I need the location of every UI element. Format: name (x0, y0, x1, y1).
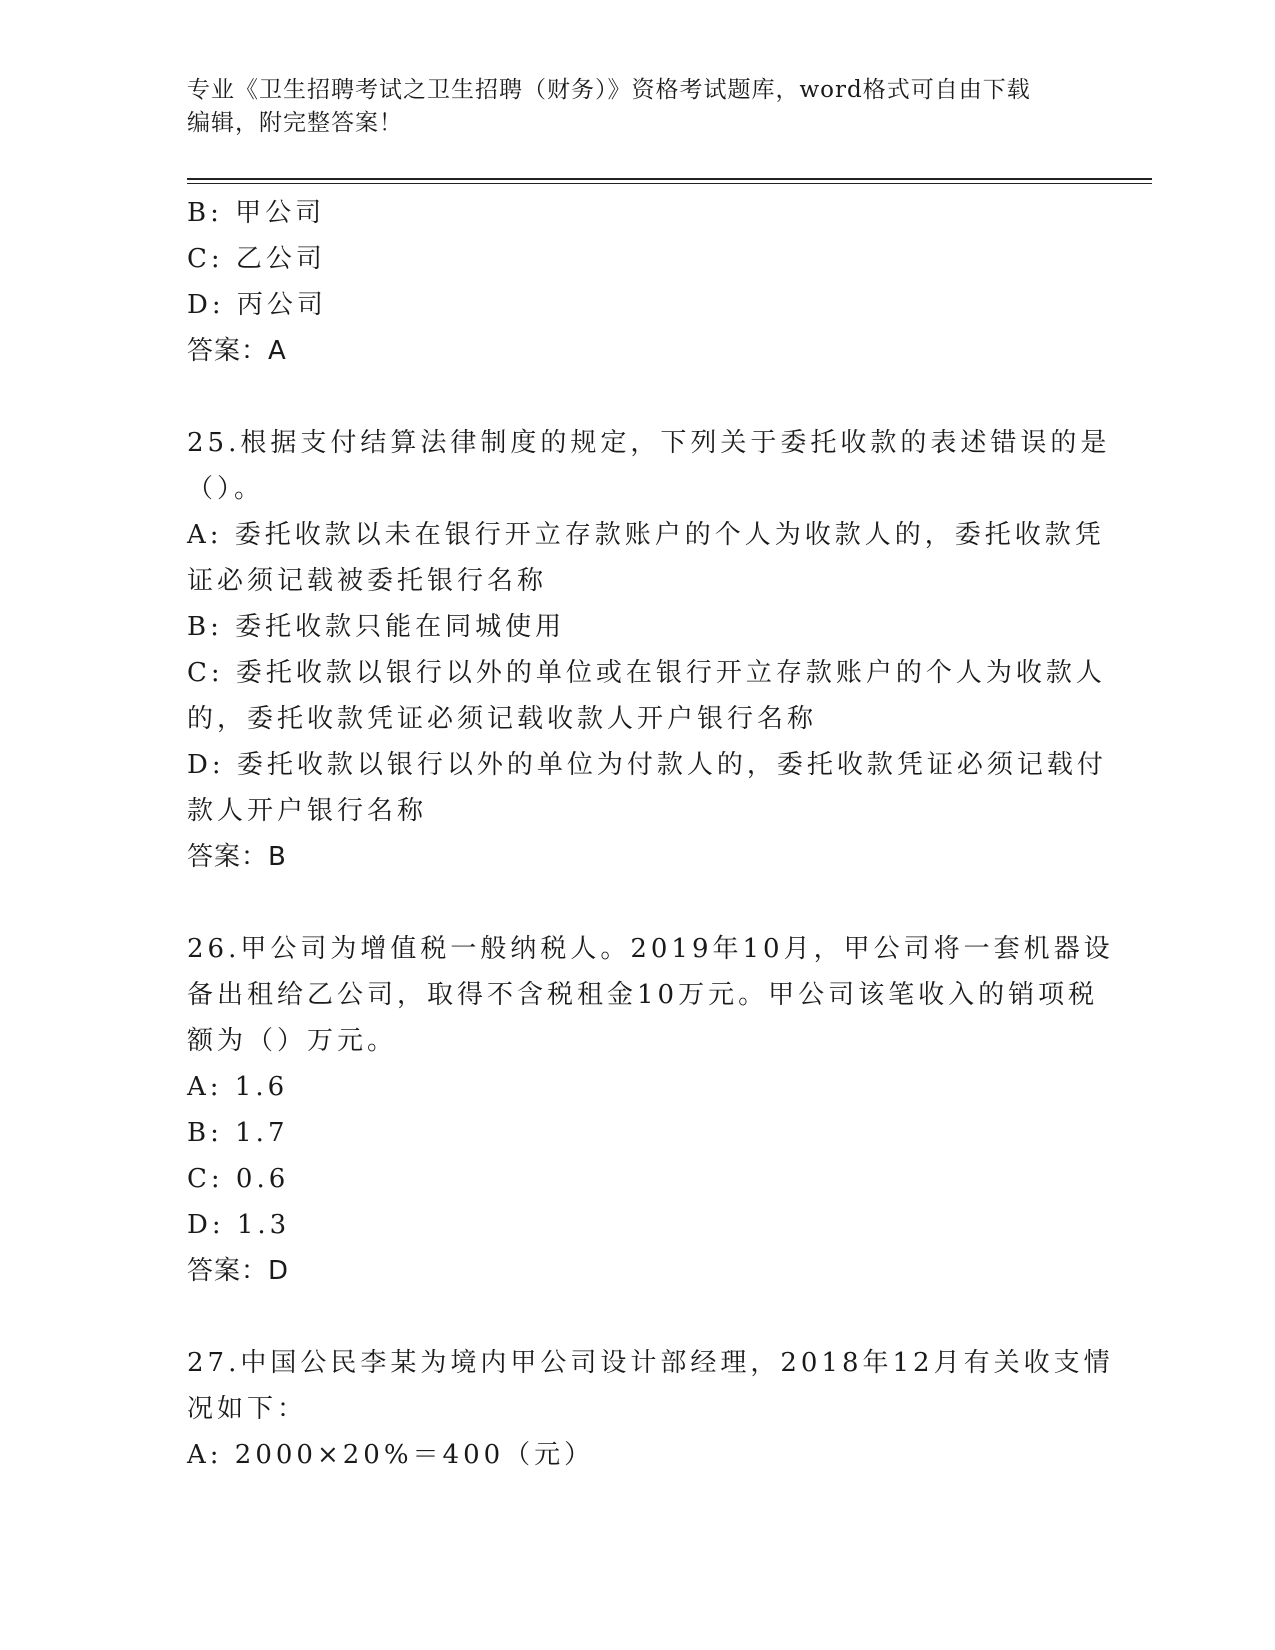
question-stem: 27.中国公民李某为境内甲公司设计部经理，2018年12月有关收支情 (187, 1348, 1114, 1378)
option-a: A: 1.6 (187, 1072, 289, 1102)
question-stem: 25.根据支付结算法律制度的规定，下列关于委托收款的表述错误的是 (187, 428, 1111, 458)
option-d: D: 1.3 (187, 1210, 291, 1240)
answer-line: 答案：D (187, 1256, 290, 1286)
spacer (187, 1294, 1077, 1340)
option-a: A: 委托收款以未在银行开立存款账户的个人为收款人的，委托收款凭 (187, 520, 1105, 550)
answer-line: 答案：B (187, 842, 287, 872)
question-stem-cont: 额为（）万元。 (187, 1026, 398, 1056)
header-rule-thick (187, 178, 1152, 180)
spacer (187, 374, 1077, 420)
header-line-2: 编辑，附完整答案！ (187, 110, 403, 136)
document-header (187, 74, 1067, 140)
question-stem: 26.甲公司为增值税一般纳税人。2019年10月，甲公司将一套机器设 (187, 934, 1114, 964)
question-24-tail (187, 190, 1077, 374)
question-stem-cont: 况如下： (187, 1394, 308, 1424)
option-c: C: 乙公司 (187, 244, 326, 274)
option-a: A: 2000×20%＝400（元） (187, 1440, 595, 1470)
option-d: D: 丙公司 (187, 290, 327, 320)
option-c: C: 0.6 (187, 1164, 290, 1194)
question-stem-cont: 备出租给乙公司，取得不含税租金10万元。甲公司该笔收入的销项税 (187, 980, 1099, 1010)
header-line-1: 专业《卫生招聘考试之卫生招聘（财务）》资格考试题库，word格式可自由下载 (187, 77, 1031, 103)
question-26 (187, 926, 1114, 1294)
answer-line: 答案：A (187, 336, 287, 366)
spacer (187, 880, 1077, 926)
question-stem-cont: （）。 (187, 474, 265, 504)
option-c-cont: 的，委托收款凭证必须记载收款人开户银行名称 (187, 704, 818, 734)
option-a-cont: 证必须记载被委托银行名称 (187, 566, 548, 596)
question-25 (187, 420, 1111, 880)
option-b: B: 委托收款只能在同城使用 (187, 612, 566, 642)
option-d-cont: 款人开户银行名称 (187, 796, 428, 826)
option-c: C: 委托收款以银行以外的单位或在银行开立存款账户的个人为收款人 (187, 658, 1106, 688)
question-27 (187, 1340, 1114, 1478)
option-d: D: 委托收款以银行以外的单位为付款人的，委托收款凭证必须记载付 (187, 750, 1107, 780)
option-b: B: 甲公司 (187, 198, 326, 228)
header-rule-thin (187, 183, 1152, 184)
question-content (187, 190, 1114, 1478)
option-b: B: 1.7 (187, 1118, 289, 1148)
